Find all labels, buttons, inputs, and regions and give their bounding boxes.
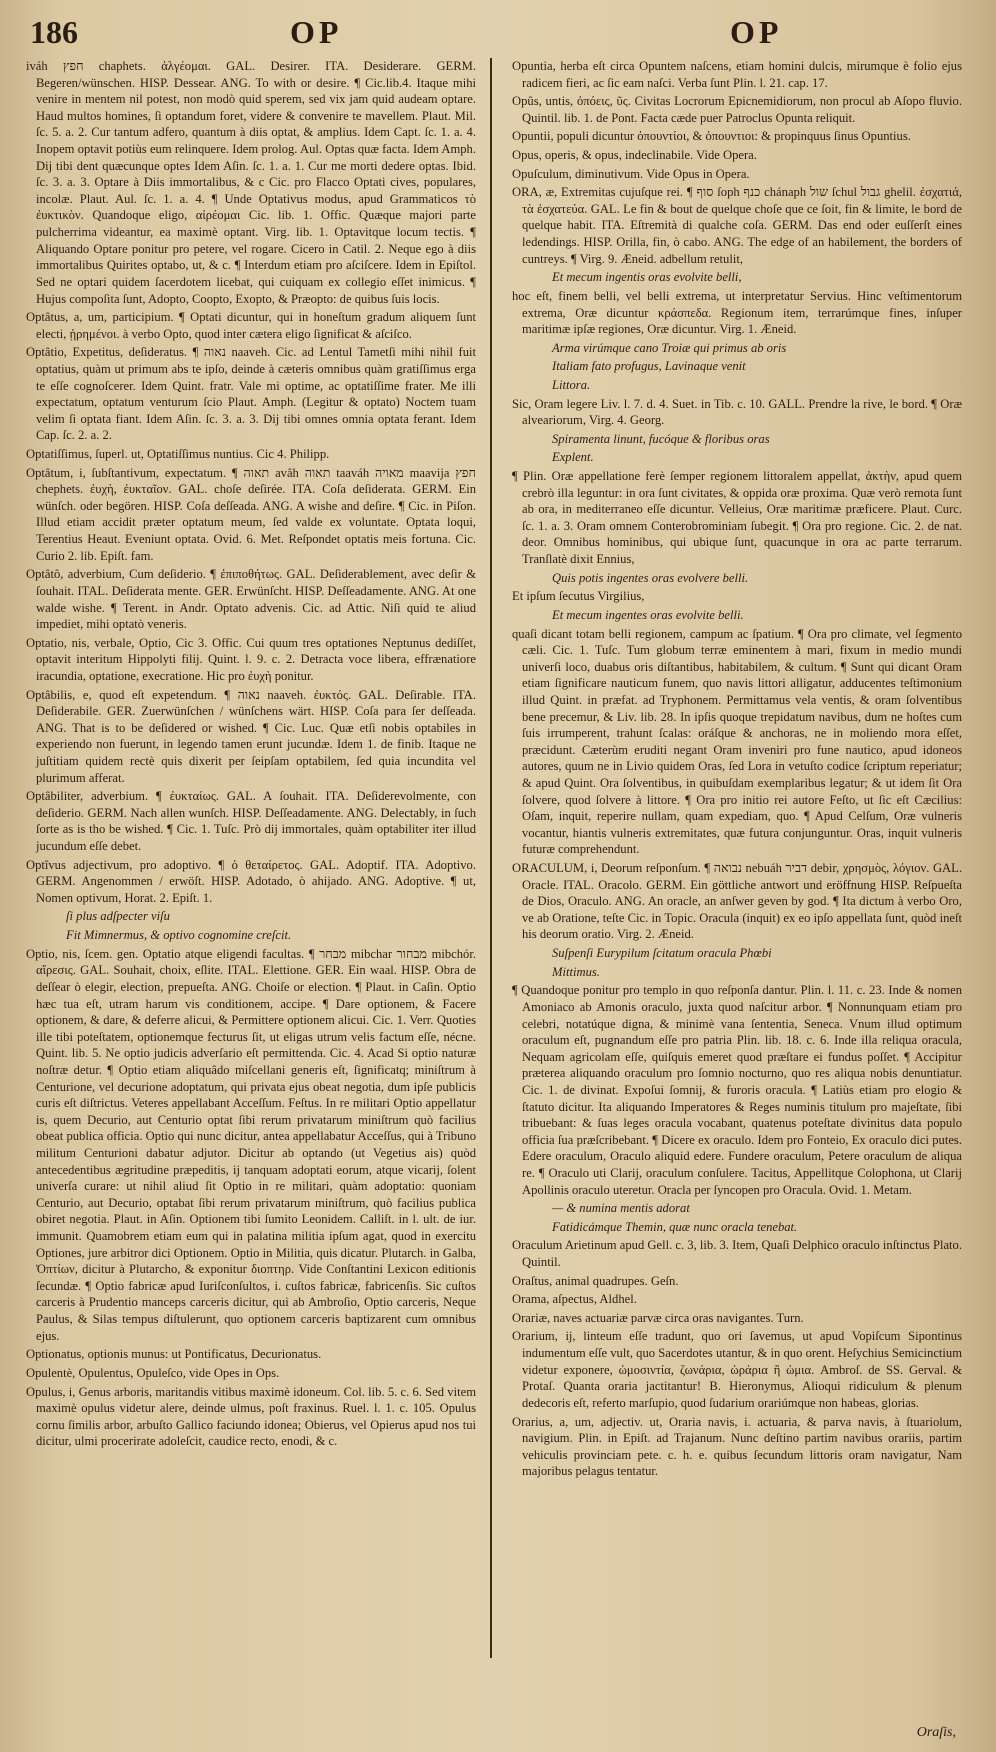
right-running-head: OP [730,14,783,50]
dictionary-entry: Optâtô, adverbium, Cum deſiderio. ¶ ἐπιποθήτως. GAL. Deſiderablement, avec deſir & ſouhait. ITAL. Deſiderata mente. GER. Erwünſcht. HISP. Deſſeadamente. ANG. At one walde wishe. ¶ Terent. in Andr. Optato advenis. Cic. ad Attic. Niſi quid te aliud impediet, mihi optatò veneris. [26,567,476,632]
dictionary-entry: Orama, aſpectus, Aldhel. [512,1292,637,1307]
dictionary-entry: Optatiſſimus, ſuperl. ut, Optatiſſimus nuntius. Cic 4. Philipp. [26,447,330,462]
verse-line: Suſpenſi Eurypilum ſcitatum oracula Phœbi [552,946,772,961]
verse-line: Et mecum ingentes oras evolvite belli. [552,607,744,622]
dictionary-entry: Orarium, ij, linteum eſſe tradunt, quo ori ſavemus, ut apud Vopiſcum Sipontinus indumentum eſſe vult, quo Sacerdotes utantur, & in quo orent. Heſychius Semicinctium videtur exponere, ὠμοσιντία, ζωνάρια, ὠράρια ἢ ὠμια. Ambroſ. de SS. Gerval. & Protaſ. Quanta oraria jactitantur! B. Hieronymus, Alioqui ridiculum & plenum dedecoris eſt, referto marſupio, quod ſudarium orariúmque non habeas, glorias. [512,1329,962,1410]
page-number: 186 [30,14,78,50]
verse-line: Italiam fato profugus, Lavinaque venit [552,359,746,374]
verse-line: Explent. [552,450,594,465]
dictionary-entry: Optionatus, optionis munus: ut Pontificatus, Decurionatus. [26,1347,322,1362]
verse-line: Arma virúmque cano Troiæ qui primus ab oris [552,340,787,355]
page-header [30,14,956,56]
dictionary-entry: ¶ Plin. Oræ appellatione ferè ſemper regionem littoralem appellat, ἀκτὴν, apud quem crebrò illa leguntur: in ora ſunt civitates, & oppida oræ proxima. Quæ verò remota ſunt ab ora, in mediterraneo eſſe dicuntur. Velleius, Oræ maritimæ præficere. Plaut. Curc. ſc. 1. a. 3. Oram omnem Conterobrominiam ſubegit. ¶ Ora pro regione. Cic. 2. de nat. deor. Omnibus hominibus, qui ubique ſunt, quacunque in ora ac parte terrarum. Tranſlatè dixit Ennius, [512,469,962,567]
dictionary-entry: Optâbilis, e, quod eſt expetendum. ¶ נאוה naaveh. ἐυκτός. GAL. Deſirable. ITA. Deſiderabile. GER. Zuerwünſchen / wünſchens wärt. HISP. Coſa para ſer deſſeada. ANG. That is to be deſidered or wished. ¶ Cic. Luc. Quæ etſi nobis optabiles in experiendo non fuerunt, in legendo tamen erunt jucundæ. Idem 1. de finib. Itaque ne juſtitiam quidem rectè quis dixerit per ſeipſam optabilem, ſed quia incundita vel plurimum afferat. [26,687,476,785]
dictionary-entry: ORA, æ, Extremitas cujuſque rei. ¶ סוף ſoph כנף chánaph שול ſchul גבול ghelil. ἐσχατιά, τὰ ἐσχατεύα. GAL. Le fin & bout de quelque choſe que ce ſoit, fin & limite, le bord de quelque habit. ITA. Eſtremità di qualche coſa. GERM. Das end oder euſſerſt eines ledendings. HISP. Orilla, fin, ò cabo. ANG. The edge of an habilement, the borders of cuntreys. ¶ Virg. 9. Æneid. adbellum retulit, [512,185,962,266]
dictionary-entry: Et ipſum ſecutus Virgilius, [512,589,645,604]
left-running-head: OP [290,14,343,50]
catchword: Oraſis, [916,1725,956,1740]
dictionary-entry: Orarius, a, um, adjectiv. ut, Oraria navis, i. actuaria, & parva navis, à ſtuariolum, navigium. Plin. in Epiſt. ad Trajanum. Nunc deſtino partim navibus orariis, partim vehiculis provinciam pete. c. h. e. quibus ſecundum littoris oram navigatur, Nam majoribus pelagus tentatur. [512,1414,962,1479]
dictionary-entry: Optâtus, a, um, participium. ¶ Optati dicuntur, qui in honeſtum gradum aliquem ſunt electi, ᾑρημένοι. à verbo Opto, quod inter cætera eligo ſignificat & aſciſco. [26,310,476,341]
verse-line: Fatidicámque Themin, quæ nunc oracla tenebat. [552,1219,798,1234]
verse-line: Spiramenta linunt, fucóque & floribus oras [552,431,770,446]
dictionary-entry: Oraſtus, animal quadrupes. Geſn. [512,1273,679,1288]
dictionary-entry: Opuntia, herba eſt circa Opuntem naſcens, etiam homini dulcis, mirumque è folio ejus radicem fieri, ac ſic eam naſci. Verba ſunt Plin. l. 21. cap. 17. [512,59,962,90]
dictionary-entry: Opulus, i, Genus arboris, maritandis vitibus maximè idoneum. Col. lib. 5. c. 6. Sed vitem maximè opulus videtur alere, deinde ulmus, poſt fraxinus. Ruel. l. 1. c. 105. Opulus cornu ſimilis arbor, arbuſto Gallico faciundo idonea; Obierus, vel Opierus apud nos tui dicitur, ulmi procerirate adoleſcit, caudice recto, enodi, & c. [26,1384,476,1449]
dictionary-entry: hoc eſt, finem belli, vel belli extrema, ut interpretatur Servius. Hinc veſtimentorum extrema, Oræ dicuntur κράσπεδα. Regionum item, terrarúmque fines, inſuper maritimæ ipſæ regiones, Oræ dicuntur. Virg. 1. Æneid. [512,288,962,337]
dictionary-entry: Optatio, nis, verbale, Optio, Cic 3. Offic. Cui quum tres optationes Neptunus dediſſet, optavit interitum Hippolyti filij. Quint. l. 9. c. 2. Detracta voce libera, effrænatiore iracundia, optatione, execratione. Hic pro ἐυχὴ ponitur. [26,635,476,683]
verse-line: Mittimus. [552,964,600,979]
dictionary-entry: Opulentè, Opulentus, Opuleſco, vide Opes in Ops. [26,1365,280,1380]
dictionary-entry: Optîvus adjectivum, pro adoptivo. ¶ ὁ θεταίρετος. GAL. Adoptif. ITA. Adoptivo. GERM. Angenommen / erwöſt. HISP. Adotado, ò ahijado. ANG. Adoptive. ¶ ut, Nomen optivum, Horat. 2. Epiſt. 1. [26,857,476,905]
verse-line: Littora. [552,377,591,392]
dictionary-entry: Opuntii, populi dicuntur ὀπουντίοι, & ὀπουντιοι: & propinquus ſinus Opuntius. [512,129,911,144]
dictionary-entry: Optâtum, i, ſubſtantivum, expectatum. ¶ תאוה avâh תאוה taaváh מאויה maavija חפץ chephets. ἐυχὴ, ἐυκταῖον. GAL. choſe deſirée. ITA. Coſa deſiderata. GERM. Ein wünſch. oder begören. HISP. Coſa deſſeada. ANG. A wishe and deſire. ¶ Cic. in Piſon. Illud etiam accidit præter optatum meum, ſed valde ex voluntate. Optata loqui, Terentius Heaut. Eveniunt optata. Ovid. 6. Met. Reſpondet optatis meis fortuna. Cic. Curio 2. lib. Epiſt. fam. [26,465,476,563]
dictionary-entry: Opus, operis, & opus, indeclinabile. Vide Opera. [512,148,757,163]
dictionary-entry: Opuſculum, diminutivum. Vide Opus in Opera. [512,166,750,181]
dictionary-entry: Opûs, untis, ὀπόεις, ῦς. Civitas Locrorum Epicnemidiorum, non procul ab Aſopo fluvio. Quintil. lib. 1. de Pont. Facta cæde puer Patroclus Opunta reliquit. [512,94,962,125]
dictionary-entry: Optâtio, Expetitus, deſideratus. ¶ נאוה naaveh. Cic. ad Lentul Tametſi mihi nihil fuit optatius, quàm ut primum abs te ipſo, deinde à cæteris omnibus quàm gratiſſimus erga te eſſe cognoſcerer. Idem Quint. fratr. Vale mi optime, ac optatiſſime frater. Me illi expectatum, optatum venturum ſcio Plaut. Amph. (Legitur & optato) Noctem tuam velim ſi optata fiant. Idem Aſin. ſc. 3. a. 3. Dij tibi omnes omnia optata ferant. Idem Cap. ſc. 2. a. 2. [26,345,476,443]
dictionary-entry: Oraculum Arietinum apud Gell. c. 3, lib. 3. Item, Quaſi Delphico oraculo inſtinctus Plato. Quintil. [512,1238,962,1270]
dictionary-entry: ORACULUM, i, Deorum reſponſum. ¶ נבואה nebuáh דביר debir, χρησμὸς, λόγιον. GAL. Oracle. ITAL. Oracolo. GERM. Ein göttliche antwort und eröffnung HISP. Reſpueſta de Dios, Oraculo. ANG. An oracle, an anſwer geven by god. ¶ Ita dictum à verbo Oro, ve ab Oratione, teſte Cic. in Topic. Oracula (inquit) ex eo ipſo appellata ſunt, quòd ineſt his deorum oratio. Virg. 2. Æneid. [512,861,962,942]
left-column [26,58,476,1452]
verse-line: — & numina mentis adorat [552,1201,690,1216]
verse-line: Quis potis ingentes oras evolvere belli. [552,570,749,585]
verse-line: ſi plus adſpecter viſu [66,909,170,924]
dictionary-entry: Sic, Oram legere Liv. l. 7. d. 4. Suet. in Tib. c. 10. GALL. Prendre la rive, le bord. ¶ Oræ alveariorum, Virg. 4. Georg. [512,396,962,428]
dictionary-entry: Optio, nis, ſcem. gen. Optatio atque eligendi facultas. ¶ מבחר mibchar מבחור mibchór. αἵρεσις. GAL. Souhait, choix, eſlite. ITAL. Elettione. GER. Ein waal. HISP. Obra de deſſear ò elegir, election, prepueſta. ANG. Choiſe or election. ¶ Plaut. in Caſin. Optio hæc tua eſt, utram harum vis conditionem, accipe. ¶ Dare optionem, & Facere optionem, & dare, & deferre alicui, & Permittere optionem alicui. Cic. 1. Verr. Quoties ille tibi poteſtatem, optionemque fecturus ſit, ut eligas utrum velis factum eſſe, nécne. Quint. lib. 5. Ne optio judicis adverſario eſt permittenda. Cic. 4. Acad Si optio naturæ noſtræ detur. ¶ Optio etiam aliquâdo miſcellani generis eſt, ſignificatq; miniſtrum à Centurione, vel decurione adoptatum, qui privata ejus obeat negotia, dum ipſe publicis curis eſt diſtrictus. Veteres appellabant Acceſſum. Feſtus. In re militari Optio appellatur is, quem Decurio, aut Centurio optat ſibi rerum privatarum miniſtrum quò facilius obeat publica officia. Optio qui nunc dicitur, antea appellabatur Acceſſus, qui à Tribuno militum Centurioni dabatur adjutor. Dicitur ab optando (ut Vegetius ais) quòd antecedentibus ægritudine præpeditis, ij tanquam adoptati eorum, atque vicarij, ſolent univerſa curare: ut nihil aliud ſit Optio in re militari, quàm adoptatio: quoniam Centurio, aut Decurio, optabat ſibi rerum privatarum miniſtrum, quò facilius publica obiret negotia. Plaut. in Aſin. Optionem tibi ſumito Leonidem. Calliſt. in l. ult. de iur. immunit. Quamobrem etiam eum qui in palatina militia ipſum agat, quod in exercitu Optiones, jure arbitror dici Optionem. Optio in Militia, quis dicatur. Plutarch. in Galba, Ὀπτίων, dicitur à Plutarcho, & exponitur διοπτηρ. Vide Conſtantini Lexicon editionis ſecundæ. ¶ Optio fabricæ apud Iuriſconſultos, i. cuſtos fabricæ, fabricenſis. Sic cuſtos carceris à Prudentio manceps carceris dicitur, qui ab Ambroſio, Optio carceris, Neque Paulus, & Silas tempus diſtulerunt, quo optionem carceris baptizarent cum omnibus ejus. [26,946,476,1343]
right-column [512,58,962,1482]
verse-line: Et mecum ingentis oras evolvite belli, [552,270,742,285]
dictionary-entry: Optâbiliter, adverbium. ¶ ἐυκταίως. GAL. A ſouhait. ITA. Deſiderevolmente, con deſiderio. GERM. Nach allen wunſch. HISP. Deſſeadamente. ANG. Delectably, in ſuch ſorte as is tho be wished. ¶ Cic. 1. Tuſc. Prò dij immortales, quàm optabiliter iter illud jucundum eſſe debet. [26,789,476,854]
dictionary-entry: Orariæ, naves actuariæ parvæ circa oras navigantes. Turn. [512,1310,804,1325]
column-divider [490,58,492,1658]
dictionary-entry: iváh חפץ chaphets. ἀλγέομαι. GAL. Desirer. ITA. Desiderare. GERM. Begeren/wünschen. HISP. Dessear. ANG. To with or desire. ¶ Cic.lib.4. Itaque mihi venire in mentem nil potest, non modò quid sperem, sed vix jam quid audeam optare. Haud multos homines, ſi optandum foret, videre & convenire te mavellem. Plaut. Mil. ſc. 5. a. 2. Cur tantum adfero, quantum à diis optat, & amplius. Idem Capt. ſc. 1. a. 4. Inopem optavit potiùs eum relinquere. Idem prolog. Aul. Optas quæ facta. Idem Amph. Dij tibi dent quæcunque optes Idem Aſin. ſc. 1. a. 1. Cur me morti dedere optas. Ibid. ſc. 3. a. 3. Optare à Diis immortalibus, & c Cic. pro Flacco Optati cives, populares, incolæ. Plaut. Aul. ſc. 1. a. 4. ¶ Unde Optativus modus, apud Grammaticos τὸ ἐυκτικὸν. Quandoque eligo, αἱρέομαι Cic. lib. 1. Offic. Quæque majori parte pulcherrima videantur, ea maximè optant. Virg. lib. 1. Optavitque locum tectis. ¶ Aliquando Optare ponitur pro petere, vel rogare. Cicero in Catil. 2. Neque ego à diis immortalibus Quirites optabo, ut, & c. ¶ Interdum etiam pro aſciſcere. Idem in Epiſtol. Sed ne optari quidem ſacerdotem licebat, qui cuiquam ex collegio eſſet inimicus. ¶ Hujus compoſita ſunt, Adopto, Coopto, Exopto, & Præopto: de quibus ſuis locis. [26,59,476,306]
verse-line: Fit Mimnermus, & optivo cognomine creſcit. [66,928,292,943]
dictionary-entry: quaſi dicant totam belli regionem, campum ac ſpatium. ¶ Ora pro climate, vel ſegmento cæli. Cic. 1. Tuſc. Tum globum terræ eminentem à mari, fixum in medio mundi univerſi loco, duabus oris diſtantibus, habitabilem, & cultum. ¶ Sunt qui dicant Oram etiam ſignificare nauticum funem, quo navis littori alligatur, adducentes teſtimonium illud Quint. in præfat. ad Tryphonem. Permittamus vela ventis, & oram ſolventibus bene precemur, & Liv. lib. 28. In ipſis quoque trepidatum navibus, dum ne hoſtes cum ſuis irrumperent, trahunt ſcalas: oráſque & anchoras, ne in moliendo mora eſſet, præcidunt. Cæterùm eruditi negant Oram inveniri pro fune nautico, apud idoneos autores, quum ne in Livio quidem Oras, ſed Lora in vetuſto codice ſcriptum reperiatur; & apud Quint. Ora ſolventibus, in quibuſdam exemplaribus legatur; & ut idem ſit Ora ſolvere, quod ſolvere à littore. ¶ Ora pro initio rei autore Feſto, ut ſic eſt Cæcilius: Oſam, inquit, reperire nullam, quam expediam, quo. ¶ Apud Celſum, Oræ vulneris vocantur, hiantis vulneris extremitates, quæ futura conjunguntur. Oras, inquit vulneris futuræ comprehendunt. [512,626,962,857]
dictionary-entry: ¶ Quandoque ponitur pro templo in quo reſponſa dantur. Plin. l. 11. c. 23. Inde & nomen Amoniaco ab Amonis oraculo, juxta quod naſcitur arbor. ¶ Nonnunquam etiam pro celebri, notatúque digna, & minimè vana ſententia, Seneca. Vnum illud optimum oraculum eſt, pugnandum eſſe pro patria Plin. lib. 18. c. 6. Inde illa reliqua oracula, Nequam agricolam eſſe, quiſquis emeret quod præſtare ei fundus poſſet. ¶ Accipitur præterea aliquando oraculum pro ſomnio nocturno, quo res aliqua nobis denuntiatur. Cic. 1. de divinat. Expoſui ſomnij, & furoris oracula. ¶ Latiùs etiam pro elogio & ſtatuto dicitur. Ita aliquando Imperatores & Reges numinis titulum pro majeſtate, ſibi tribuebant: & ſuas leges oracula vocabant, quatenus poteſtate divinitus data populo officia ſua præſcribebant. ¶ Dicere ex oraculo. Idem pro Fonteio, Ex oraculo dici putes. Edere oraculum, Oraculo aliquid edere. Fundere oraculum, Petere oraculum de aliqua re. ¶ Oraculo uti Clarij, oraculum conſulere. Tacitus, Appellitque Colophona, ut Clarij Apollinis oraculo uteretur. Oracla per ſyncopen pro Oracula. Ovid. 1. Metam. [512,983,962,1197]
